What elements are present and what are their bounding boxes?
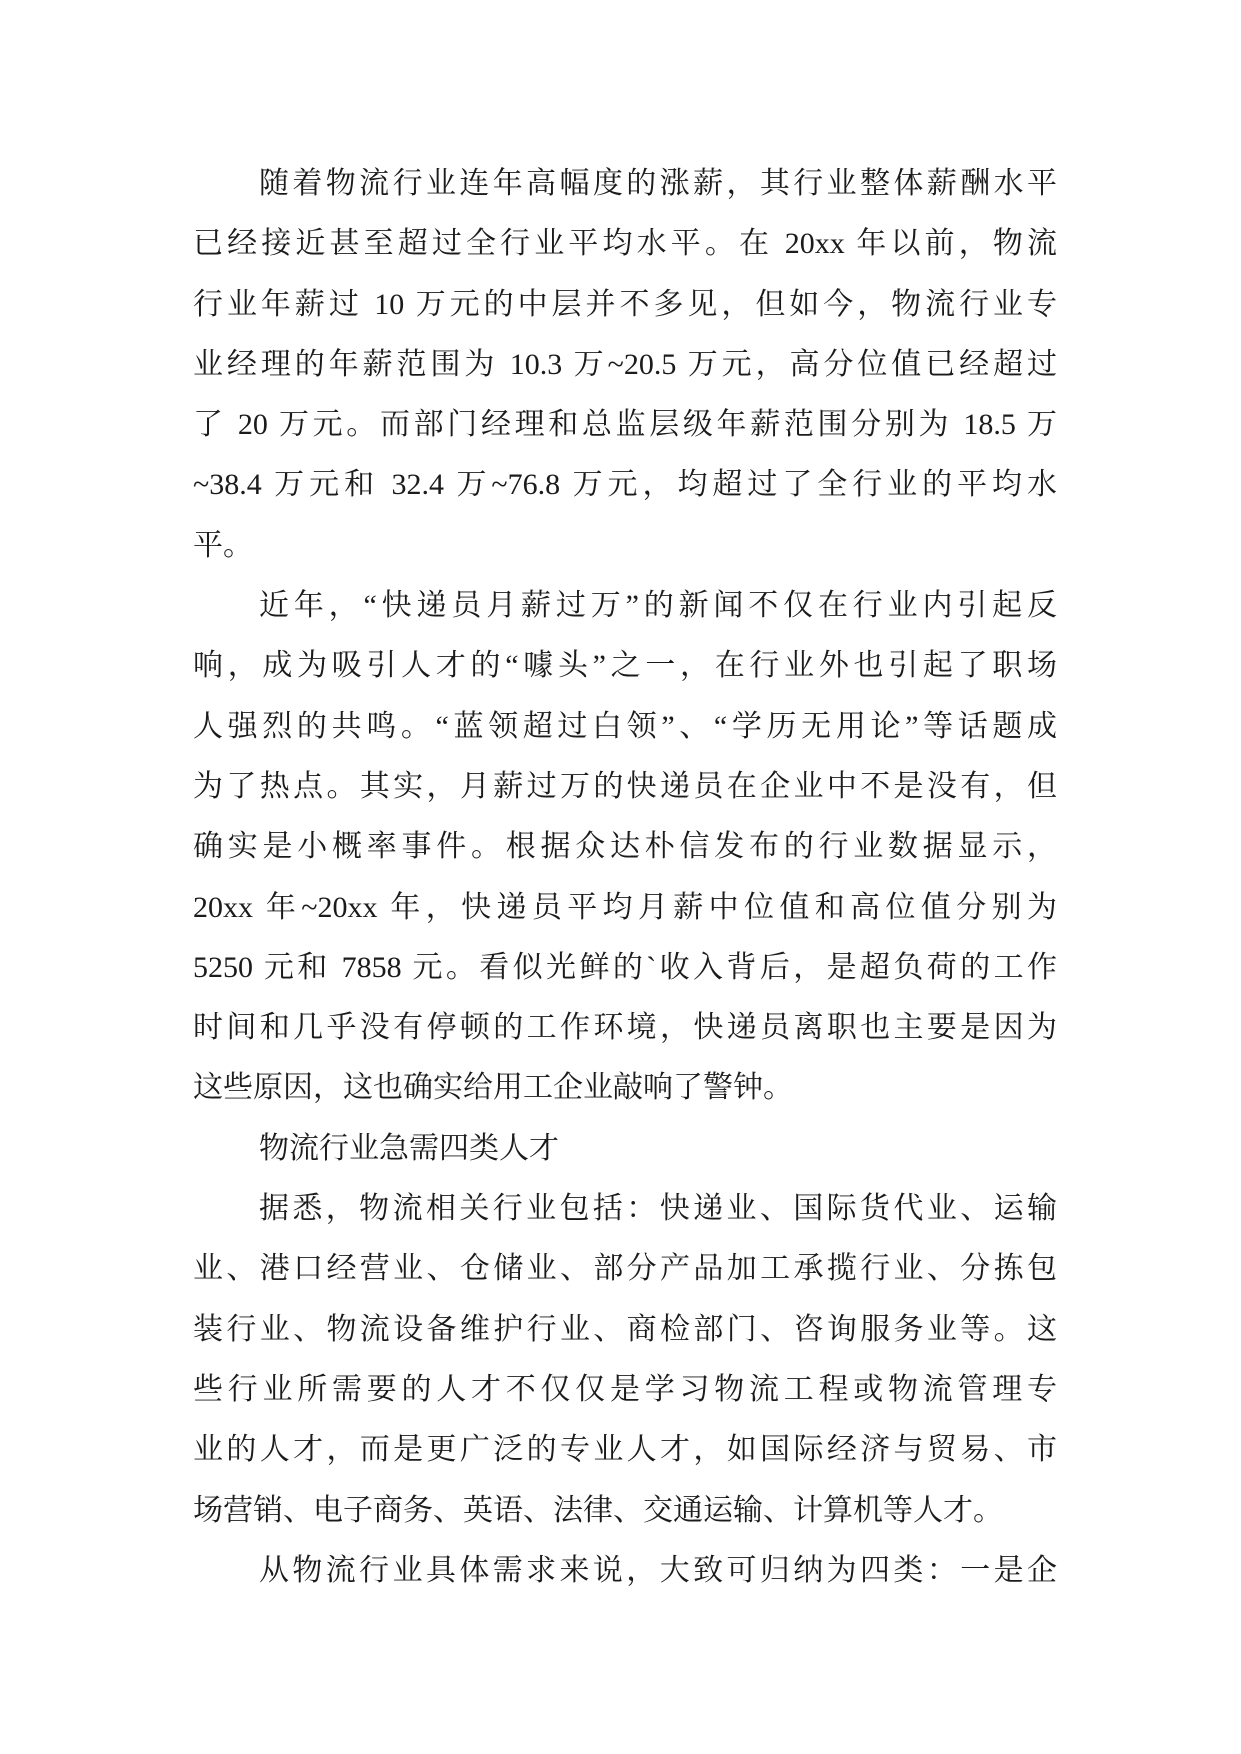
paragraph-line: 确实是小概率事件。根据众达朴信发布的行业数据显示， — [193, 830, 1057, 864]
paragraph-line: 近年，“快递员月薪过万”的新闻不仅在行业内引起反 — [259, 589, 1057, 623]
paragraph — [193, 1541, 1057, 1601]
paragraph-line: 业的人才，而是更广泛的专业人才，如国际经济与贸易、市 — [193, 1433, 1057, 1467]
section-heading — [193, 1119, 1057, 1179]
paragraph-line: 这些原因，这也确实给用工企业敲响了警钟。 — [193, 1071, 793, 1105]
paragraph-line: 响，成为吸引人才的“噱头”之一，在行业外也引起了职场 — [193, 649, 1057, 683]
paragraph-line: 了 20 万元。而部门经理和总监层级年薪范围分别为 18.5 万 — [193, 408, 1057, 442]
paragraph — [193, 576, 1057, 1119]
paragraph-line: 据悉，物流相关行业包括：快递业、国际货代业、运输 — [259, 1192, 1057, 1226]
paragraph-line: 随着物流行业连年高幅度的涨薪，其行业整体薪酬水平 — [259, 167, 1057, 200]
paragraph-line: 业经理的年薪范围为 10.3 万~20.5 万元，高分位值已经超过 — [193, 347, 1057, 381]
paragraph — [193, 1179, 1057, 1541]
paragraph-line: 已经接近甚至超过全行业平均水平。在 20xx 年以前，物流 — [193, 227, 1057, 261]
paragraph-line: 场营销、电子商务、英语、法律、交通运输、计算机等人才。 — [193, 1493, 1003, 1527]
paragraph-line: 时间和几乎没有停顿的工作环境，快递员离职也主要是因为 — [193, 1011, 1057, 1045]
paragraph-line: 人强烈的共鸣。“蓝领超过白领”、“学历无用论”等话题成 — [193, 709, 1057, 743]
paragraph-line: 5250 元和 7858 元。看似光鲜的`收入背后，是超负荷的工作 — [193, 950, 1057, 984]
paragraph-line: 平。 — [193, 528, 253, 562]
section-heading-text: 物流行业急需四类人才 — [259, 1131, 559, 1165]
paragraph-line: 20xx 年~20xx 年，快递员平均月薪中位值和高位值分别为 — [193, 890, 1057, 924]
paragraph — [193, 154, 1057, 576]
paragraph-line: 为了热点。其实，月薪过万的快递员在企业中不是没有，但 — [193, 769, 1057, 803]
paragraph-line: 些行业所需要的人才不仅仅是学习物流工程或物流管理专 — [193, 1372, 1057, 1406]
paragraph-line: 行业年薪过 10 万元的中层并不多见，但如今，物流行业专 — [193, 287, 1057, 321]
paragraph-line: 装行业、物流设备维护行业、商检部门、咨询服务业等。这 — [193, 1312, 1057, 1346]
paragraph-line: 业、港口经营业、仓储业、部分产品加工承揽行业、分拣包 — [193, 1252, 1057, 1286]
document-body — [193, 154, 1057, 1601]
paragraph-line: 从物流行业具体需求来说，大致可归纳为四类：一是企 — [259, 1553, 1057, 1587]
paragraph-line: ~38.4 万元和 32.4 万~76.8 万元，均超过了全行业的平均水 — [193, 468, 1057, 502]
